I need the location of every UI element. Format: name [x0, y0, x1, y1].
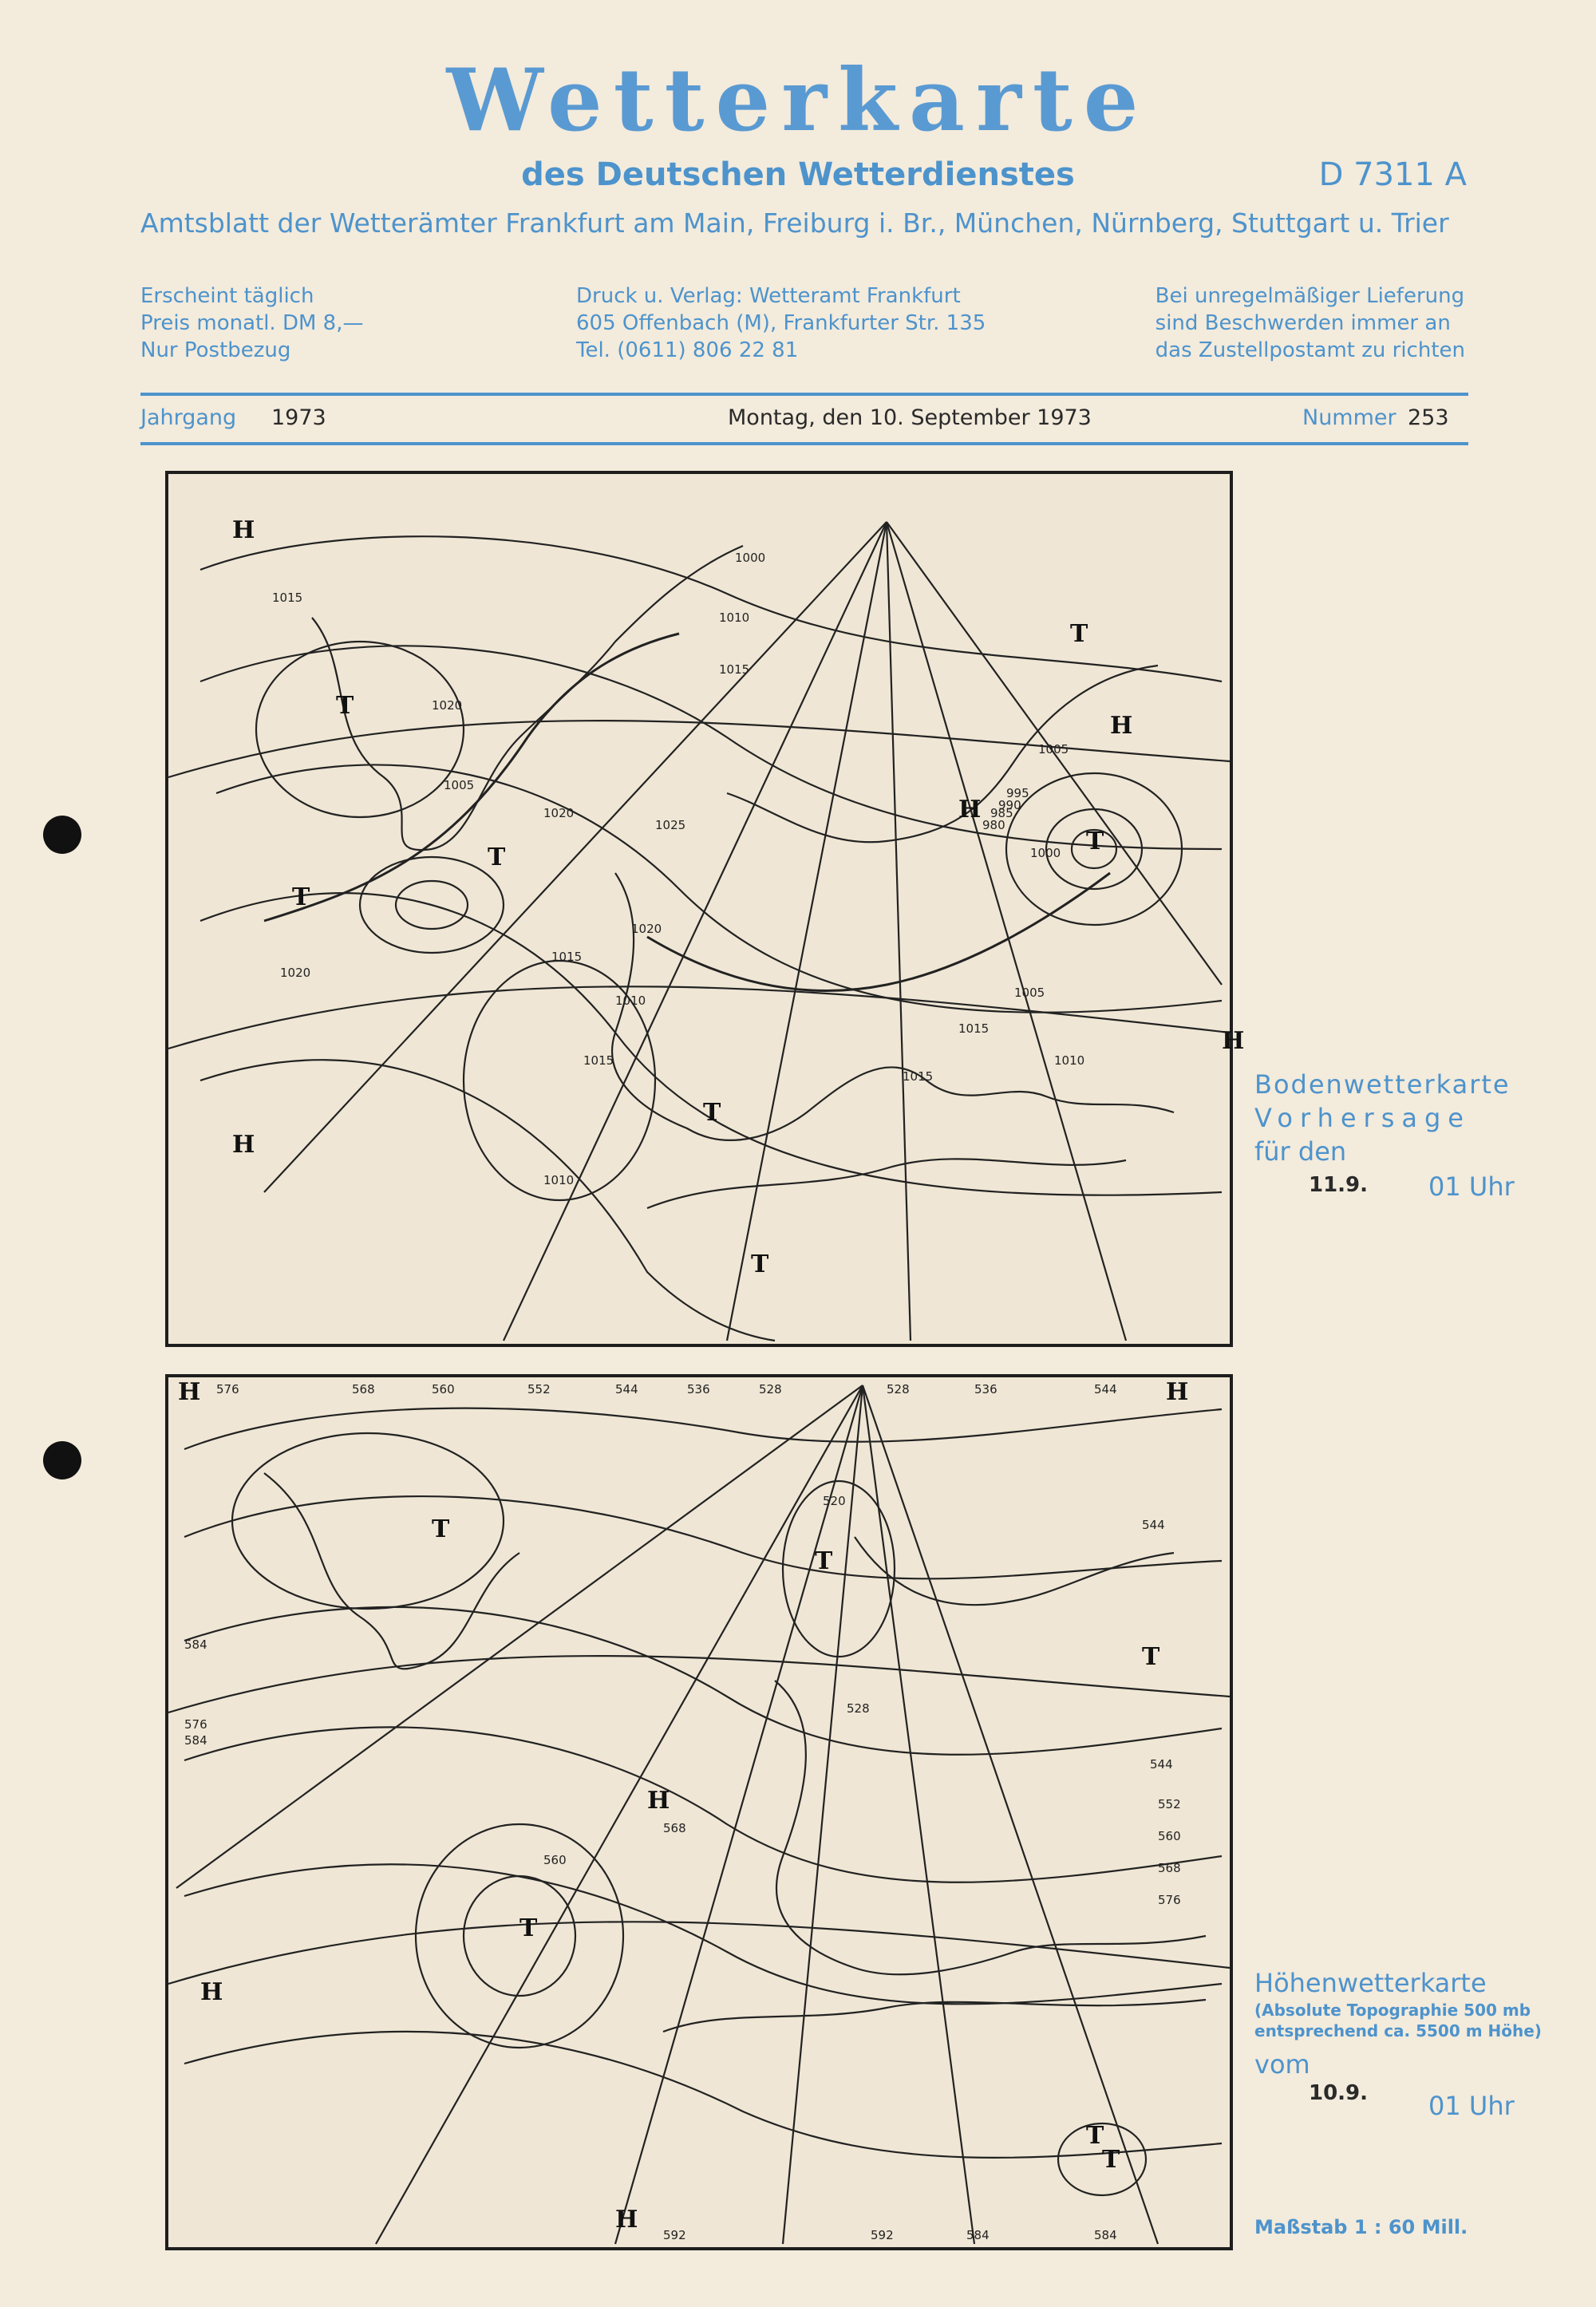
upper-map-date: 10.9.	[1309, 2081, 1369, 2105]
grid-line	[863, 1385, 1158, 2244]
contour-line	[184, 1408, 1222, 1449]
contour-line	[184, 1496, 1222, 1578]
contour-ring	[232, 1433, 504, 1609]
isobar-label: 1025	[655, 818, 686, 832]
contour-label: 520	[823, 1494, 846, 1508]
info-line: sind Beschwerden immer an	[1155, 311, 1451, 335]
info-line: Bei unregelmäßiger Lieferung	[1155, 284, 1465, 308]
pressure-center-label: T	[815, 1547, 833, 1575]
contour-label: 536	[974, 1382, 998, 1396]
publication-title: Wetterkarte	[446, 50, 1150, 151]
pressure-center-label: T	[1086, 828, 1104, 855]
grid-line	[615, 1385, 863, 2244]
grid-line	[168, 1656, 1230, 1712]
info-line: Nur Postbezug	[140, 338, 291, 362]
info-center	[576, 282, 986, 364]
contour-line	[184, 1727, 1222, 1882]
isobar-label: 980	[982, 818, 1005, 832]
isobar-label: 1020	[543, 806, 575, 820]
isobar-label: 990	[998, 798, 1021, 812]
header-rule-bottom	[140, 442, 1468, 445]
isobar-label: 985	[990, 806, 1013, 820]
isobar-label: 1020	[631, 922, 662, 936]
info-line: das Zustellpostamt zu richten	[1155, 338, 1465, 362]
contour-label: 584	[184, 1637, 207, 1652]
publication-code: D 7311 A	[1318, 156, 1467, 193]
info-right	[1156, 282, 1465, 364]
upper-map-from: vom	[1254, 2049, 1310, 2080]
surface-map-subtitle: Vorhersage	[1254, 1103, 1471, 1133]
isobar-label: 1010	[543, 1173, 575, 1187]
header-rule-top	[140, 393, 1468, 396]
contour-label: 544	[1094, 1382, 1117, 1396]
isobar-line	[200, 1060, 775, 1341]
surface-map-canvas	[168, 474, 1245, 1344]
grid-line	[264, 522, 887, 1192]
contour-label: 528	[887, 1382, 910, 1396]
punch-hole	[43, 816, 81, 854]
isobar-label: 1010	[719, 610, 750, 625]
pressure-center-label: T	[751, 1250, 769, 1278]
grid-line	[887, 522, 1126, 1341]
info-line: Druck u. Verlag: Wetteramt Frankfurt	[576, 284, 961, 308]
isobar-label: 1015	[903, 1069, 934, 1084]
pressure-center-label: H	[647, 1787, 670, 1815]
info-line: 605 Offenbach (M), Frankfurter Str. 135	[576, 311, 986, 335]
isobar-line	[200, 893, 1222, 1195]
contour-label: 560	[432, 1382, 455, 1396]
isobar-label: 1020	[280, 966, 311, 980]
surface-map-for: für den	[1254, 1136, 1347, 1167]
contour-label: 544	[1150, 1757, 1173, 1772]
surface-map-date: 11.9.	[1309, 1173, 1369, 1197]
upper-map-title: Höhenwetterkarte	[1254, 1968, 1487, 1998]
grid-line	[863, 1385, 974, 2244]
issue-date: Montag, den 10. September 1973	[728, 405, 1092, 430]
upper-air-weather-map	[165, 1374, 1233, 2250]
pressure-center-label: H	[1110, 712, 1133, 740]
pressure-center-label: T	[336, 692, 354, 720]
contour-label: 560	[1158, 1829, 1181, 1843]
pressure-center-label: T	[488, 843, 506, 871]
isobar-label: 1020	[432, 698, 463, 713]
contour-label: 584	[966, 2228, 990, 2242]
contour-label: 584	[184, 1733, 207, 1748]
grid-line	[176, 1385, 863, 1888]
surface-map-title: Bodenwetterkarte	[1254, 1069, 1511, 1100]
contour-label: 568	[352, 1382, 375, 1396]
isobar-label: 1005	[1038, 742, 1069, 756]
info-line: Erscheint täglich	[140, 284, 314, 308]
surface-weather-map	[165, 471, 1245, 1347]
upper-map-canvas	[168, 1377, 1230, 2247]
contour-label: 552	[527, 1382, 551, 1396]
pressure-center-label: H	[178, 1378, 201, 1406]
isobar-label: 1010	[615, 994, 646, 1008]
amtsblatt-line: Amtsblatt der Wetterämter Frankfurt am Main, Freiburg i. Br., München, Nürnberg, Stuttgart u. Trier	[140, 207, 1449, 239]
jahrgang-value: 1973	[271, 405, 326, 430]
upper-map-subtitle-2: entsprechend ca. 5500 m Höhe)	[1254, 2021, 1542, 2040]
pressure-center-label: T	[703, 1099, 721, 1127]
contour-label: 568	[663, 1821, 686, 1835]
upper-map-subtitle-1: (Absolute Topographie 500 mb	[1254, 2001, 1531, 2020]
contour-label: 560	[543, 1853, 567, 1867]
upper-map-time: 01 Uhr	[1428, 2091, 1515, 2121]
isobar-line	[200, 536, 1222, 681]
pressure-center-label: H	[232, 1131, 255, 1159]
isobar-label: 1015	[551, 950, 583, 964]
punch-hole	[43, 1441, 81, 1479]
pressure-center-label: H	[1222, 1027, 1245, 1055]
grid-line	[504, 522, 887, 1341]
isobar-label: 1015	[272, 591, 303, 605]
grid-line	[168, 986, 1230, 1049]
contour-label: 584	[1094, 2228, 1117, 2242]
contour-label: 544	[615, 1382, 638, 1396]
pressure-center-label: H	[232, 516, 255, 544]
pressure-center-label: T	[1086, 2122, 1104, 2150]
isobar-label: 1000	[1030, 846, 1061, 860]
isobar-label: 1015	[583, 1053, 614, 1068]
front-line	[647, 873, 1110, 991]
isobar-label: 995	[1006, 786, 1029, 800]
contour-label: 568	[1158, 1861, 1181, 1875]
pressure-center-label: H	[958, 796, 982, 824]
pressure-center-label: T	[1142, 1643, 1160, 1671]
isobar-label: 1005	[1014, 986, 1045, 1000]
pressure-center-label: H	[1166, 1378, 1189, 1406]
coastline	[855, 1537, 1174, 1605]
info-line: Preis monatl. DM 8,—	[140, 311, 364, 335]
contour-label: 528	[847, 1701, 870, 1716]
info-line: Tel. (0611) 806 22 81	[576, 338, 799, 362]
pressure-center-label: T	[292, 883, 310, 911]
grid-line	[376, 1385, 863, 2244]
isobar-label: 1000	[735, 551, 766, 565]
isobar-label: 1010	[1054, 1053, 1085, 1068]
publication-subtitle: des Deutschen Wetterdienstes	[521, 156, 1075, 193]
contour-label: 528	[759, 1382, 782, 1396]
pressure-center-label: H	[200, 1978, 223, 2006]
pressure-center-label: T	[1102, 2146, 1120, 2174]
coastline	[312, 546, 743, 850]
coastline	[663, 2000, 1206, 2032]
coastline	[647, 1159, 1126, 1208]
nummer-label: Nummer	[1302, 405, 1396, 430]
coastline	[612, 873, 1174, 1140]
contour-label: 544	[1142, 1518, 1165, 1532]
isobar-line	[216, 764, 1222, 1012]
isobar-label: 1015	[719, 662, 750, 677]
pressure-center-label: T	[432, 1515, 450, 1543]
pressure-center-label: T	[1070, 620, 1088, 648]
nummer-value: 253	[1408, 405, 1449, 430]
jahrgang-label: Jahrgang	[140, 405, 237, 430]
coastline	[727, 666, 1158, 842]
contour-label: 576	[216, 1382, 239, 1396]
map-scale: Maßstab 1 : 60 Mill.	[1254, 2216, 1468, 2238]
contour-label: 536	[687, 1382, 710, 1396]
contour-label: 592	[871, 2228, 894, 2242]
contour-label: 576	[1158, 1893, 1181, 1907]
contour-label: 576	[184, 1717, 207, 1732]
contour-label: 592	[663, 2228, 686, 2242]
contour-line	[184, 1607, 1222, 1755]
grid-line	[727, 522, 887, 1341]
coastline	[264, 1473, 519, 1669]
grid-line	[168, 721, 1230, 777]
isobar-label: 1005	[444, 778, 475, 792]
pressure-center-label: H	[615, 2206, 638, 2234]
isobar-ring	[256, 642, 464, 817]
isobar-label: 1015	[958, 1021, 990, 1036]
pressure-center-label: T	[519, 1914, 538, 1942]
info-left	[140, 282, 364, 364]
contour-line	[184, 1864, 1222, 2004]
surface-map-time: 01 Uhr	[1428, 1171, 1515, 1202]
contour-label: 552	[1158, 1797, 1181, 1811]
front-line	[264, 634, 679, 921]
